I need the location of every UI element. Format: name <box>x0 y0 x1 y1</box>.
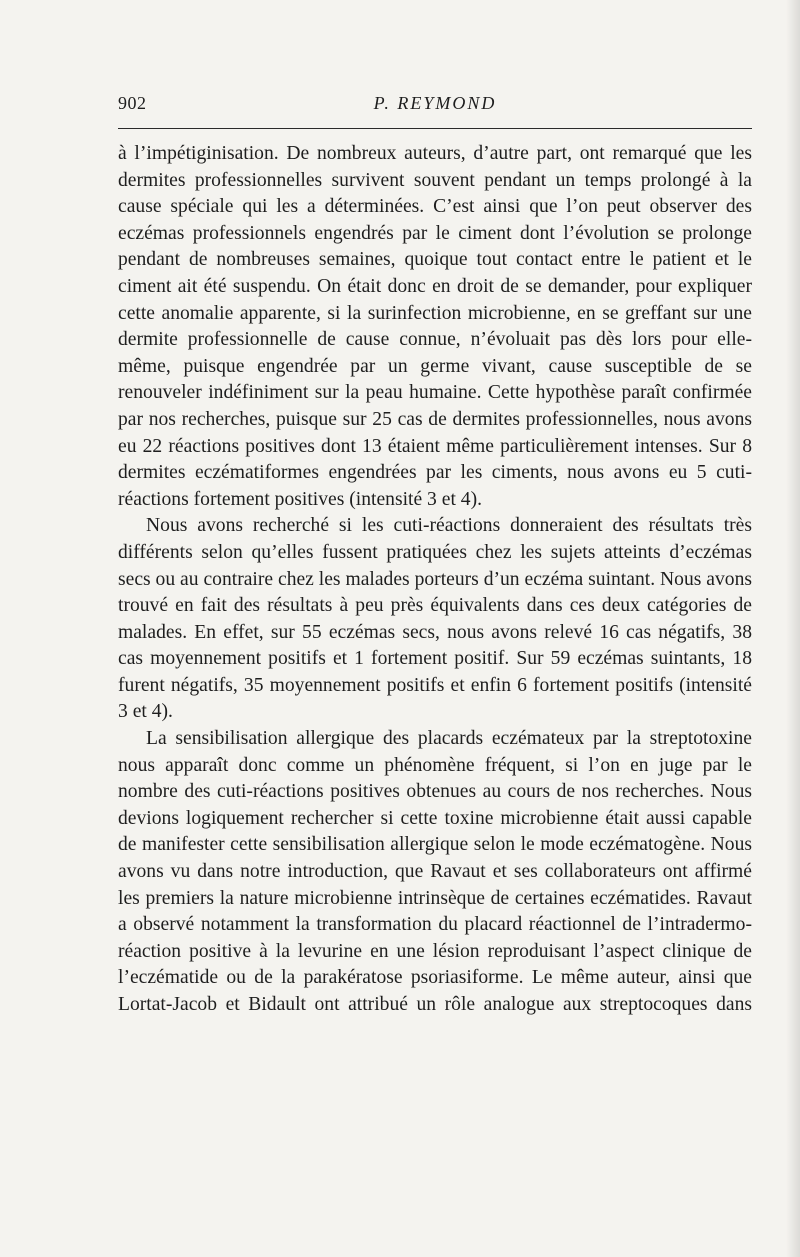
paragraph-1: à l’impétiginisation. De nombreux auteurs, d’autre part, ont remarqué que les dermites professionnelles survivent souvent pendant un temps prolongé à la cause spéciale qui les a déterminées. C’est ainsi que l’on peut observer des eczémas professionnels engendrés par le ciment dont l’évolution se prolonge pendant de nombreuses semaines, quoique tout contact entre le patient et le ciment ait été suspendu. On était donc en droit de se demander, pour expliquer cette anomalie apparente, si la surinfection microbienne, en se greffant sur une dermite professionnelle de cause connue, n’évoluait pas dès lors pour elle-même, puisque engendrée par un germe vivant, cause susceptible de se renouveler indéfiniment sur la peau humaine. Cette hypothèse paraît confirmée par nos recherches, puisque sur 25 cas de dermites professionnelles, nous avons eu 22 réactions positives dont 13 étaient même particulièrement intenses. Sur 8 dermites eczématiformes engendrées par les ciments, nous avons eu 5 cuti-réactions fortement positives (intensité 3 et 4). <box>118 143 752 510</box>
paragraph-2: Nous avons recherché si les cuti-réactions donneraient des résultats très différents selon qu’elles fussent pratiquées chez les sujets atteints d’eczémas secs ou au contraire chez les malades porteurs d’un eczéma suintant. Nous avons trouvé en fait des résultats à peu près équivalents dans ces deux catégories de malades. En effet, sur 55 eczémas secs, nous avons relevé 16 cas négatifs, 38 cas moyennement positifs et 1 fortement positif. Sur 59 eczémas suintants, 18 furent négatifs, 35 moyennement positifs et enfin 6 fortement positifs (intensité 3 et 4). <box>118 515 752 723</box>
page-number: 902 <box>118 93 147 113</box>
paragraph-3: La sensibilisation allergique des placards eczémateux par la streptotoxine nous apparaît donc comme un phénomène fréquent, si l’on en juge par le nombre des cuti-réactions positives obtenues au cours de nos recherches. Nous devions logiquement rechercher si cette toxine microbienne était aussi capable de manifester cette sensibilisation allergique selon le mode eczématogène. Nous avons vu dans notre introduction, que Ravaut et ses collaborateurs ont affirmé les premiers la nature microbienne intrinsèque de certaines eczématides. Ravaut a observé notamment la transformation du placard réactionnel de l’intradermo-réaction positive à la levurine en une lésion reproduisant l’aspect clinique de l’eczématide ou de la parakératose psoriasiforme. Le même auteur, ainsi que Lortat-Jacob et Bidault ont attribué un rôle analogue aux streptocoques dans <box>118 728 752 1015</box>
header-rule <box>118 128 752 129</box>
body-text <box>118 141 752 1019</box>
running-head-author: P. REYMOND <box>373 93 497 113</box>
page-edge-shadow <box>786 0 800 1257</box>
running-head <box>118 93 752 119</box>
